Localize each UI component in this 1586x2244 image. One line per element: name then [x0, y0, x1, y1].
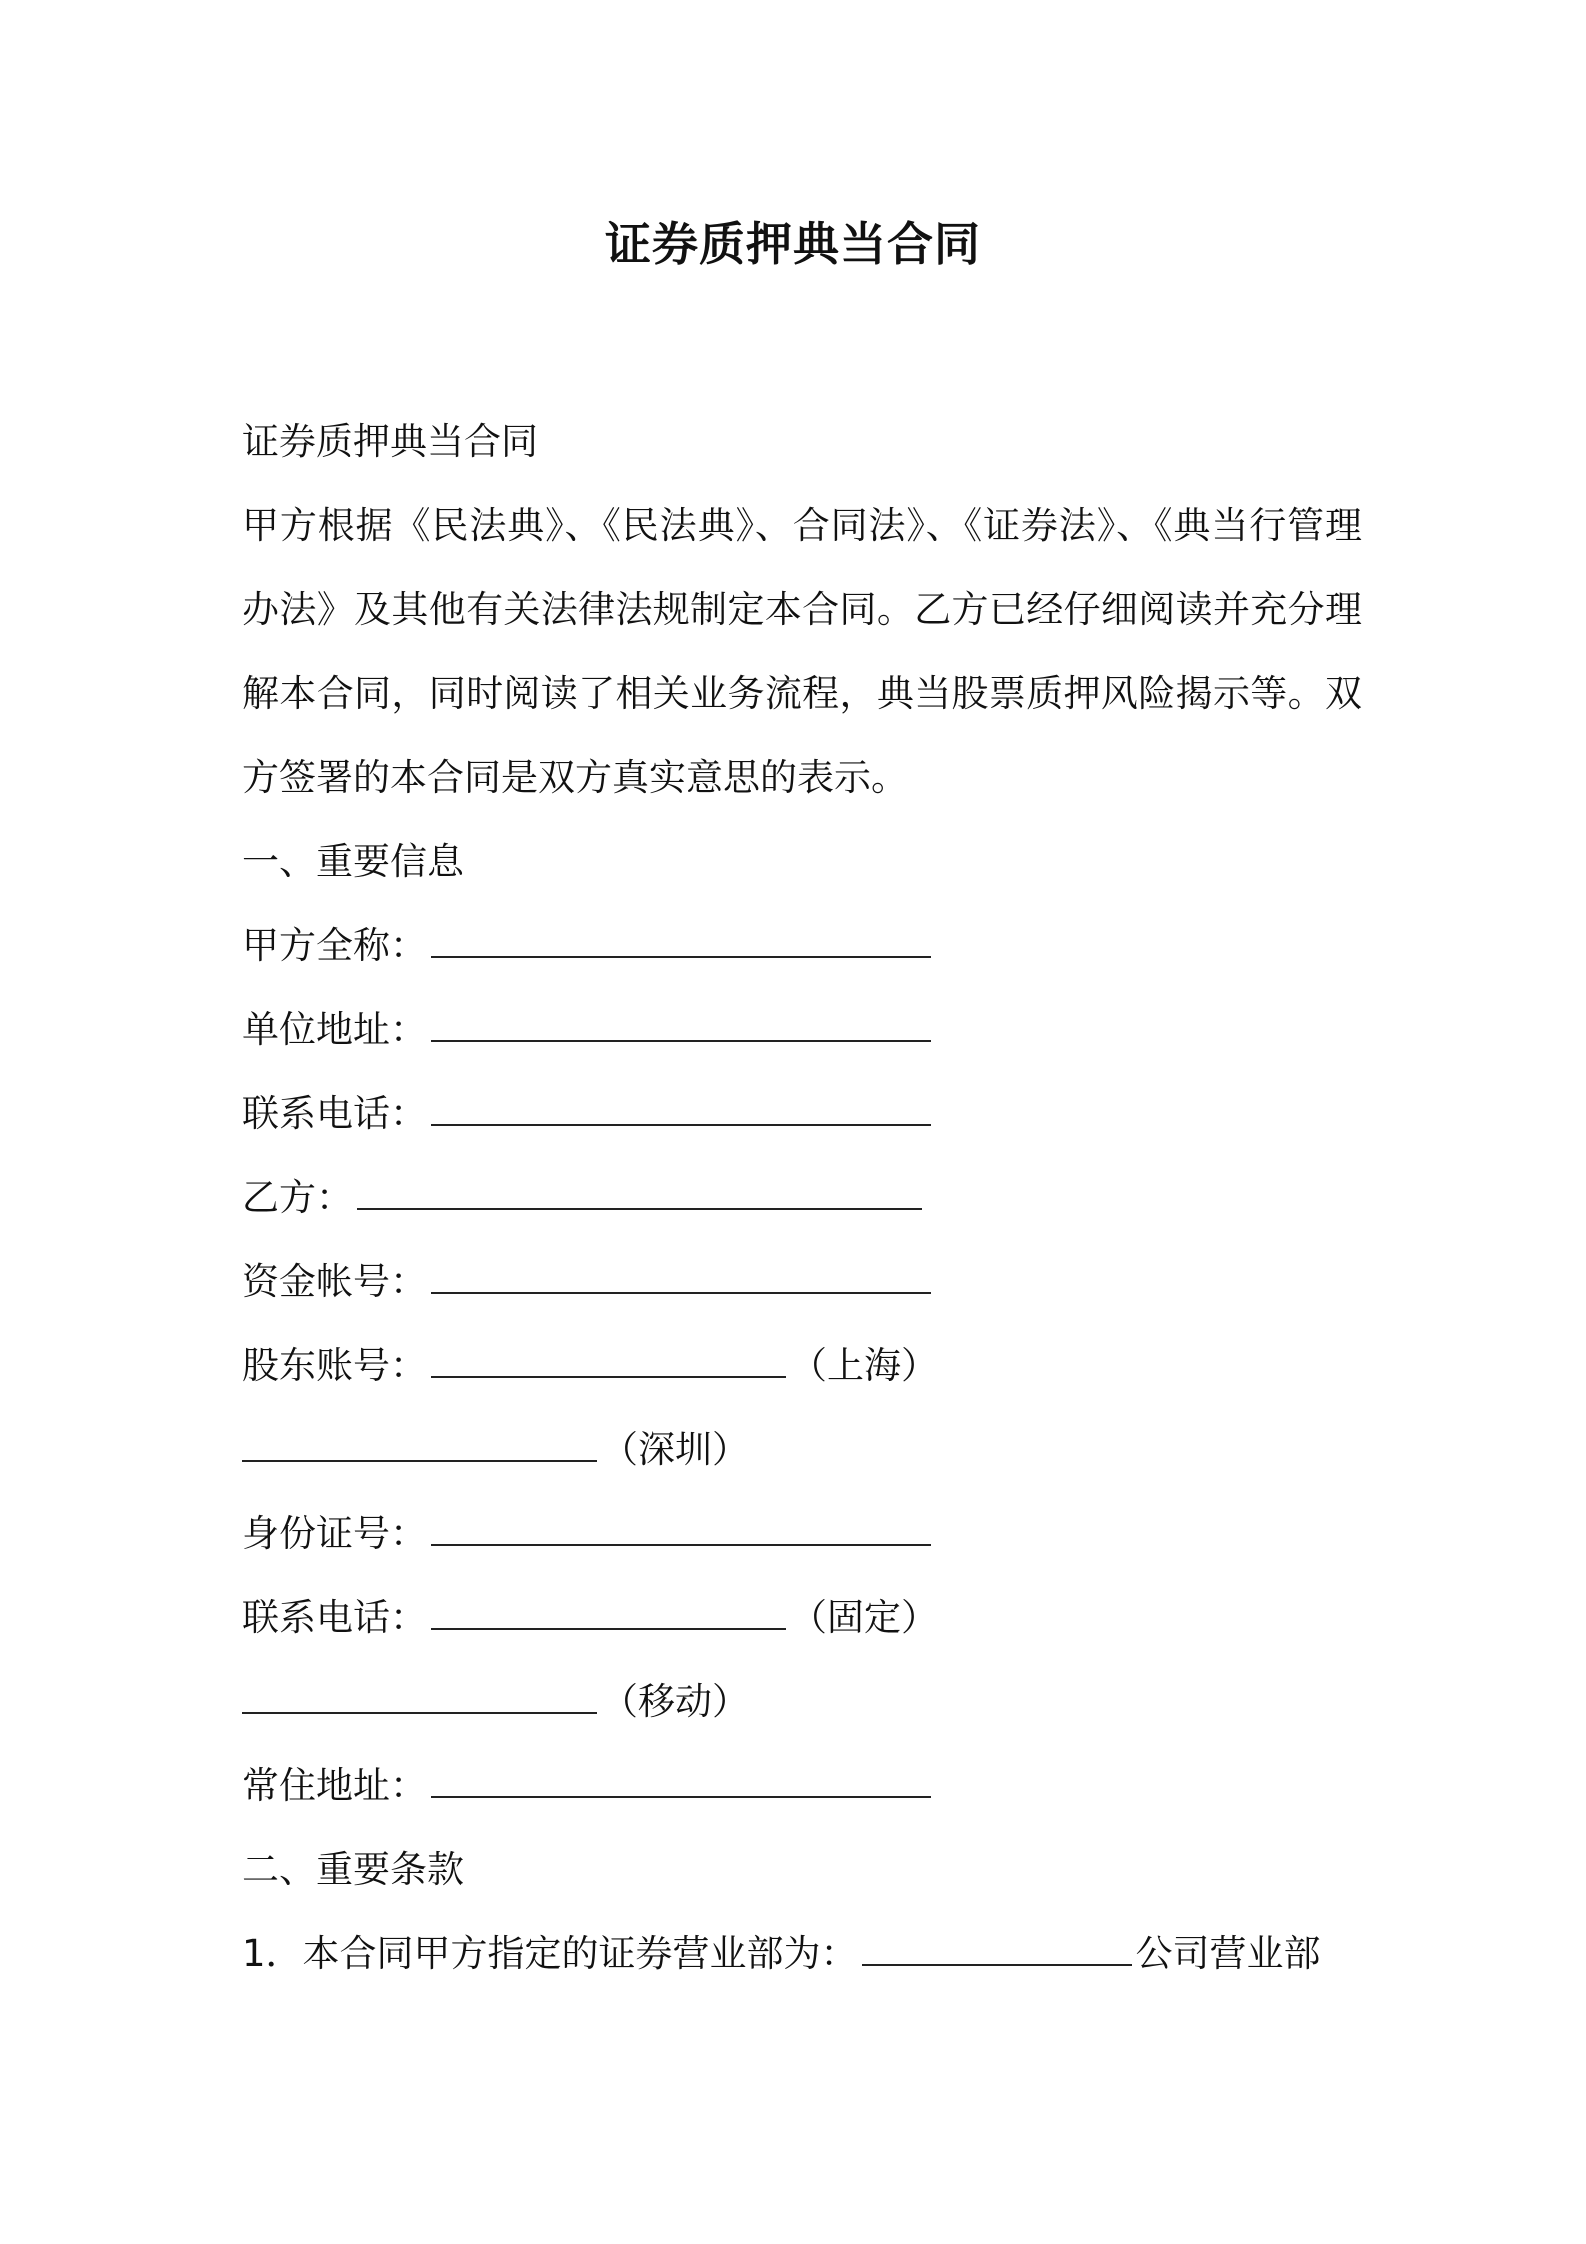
residence-address-blank[interactable]: [431, 1752, 931, 1798]
shenzhen-account-blank[interactable]: [242, 1416, 597, 1462]
clause-1-suffix: 公司营业部: [1135, 1932, 1321, 1975]
clause-1: [242, 1912, 1362, 1996]
field-contact-phone-a: [242, 1072, 1362, 1156]
field-party-a-name: [242, 904, 1362, 988]
party-a-name-blank[interactable]: [431, 912, 931, 958]
field-label: 身份证号：: [242, 1512, 427, 1555]
field-contact-phone-b: [242, 1576, 1362, 1660]
unit-address-blank[interactable]: [431, 996, 931, 1042]
landline-suffix: （固定）: [790, 1596, 938, 1639]
field-label: 单位地址：: [242, 1008, 427, 1051]
shanghai-account-blank[interactable]: [431, 1332, 786, 1378]
section-heading-important-clauses: 二、重要条款: [242, 1848, 464, 1891]
document-subtitle: 证券质押典当合同: [242, 420, 538, 463]
document-title: 证券质押典当合同: [605, 217, 981, 271]
document-body: [242, 400, 1362, 1996]
field-shareholder-account: [242, 1324, 1362, 1408]
party-b-blank[interactable]: [357, 1164, 922, 1210]
field-unit-address: [242, 988, 1362, 1072]
landline-blank[interactable]: [431, 1584, 786, 1630]
field-label: 常住地址：: [242, 1764, 427, 1807]
section-heading-important-info: 一、重要信息: [242, 840, 464, 883]
mobile-suffix: （移动）: [601, 1680, 749, 1723]
field-label: 甲方全称：: [242, 924, 427, 967]
fund-account-blank[interactable]: [431, 1248, 931, 1294]
field-residence-address: [242, 1744, 1362, 1828]
field-label: 资金帐号：: [242, 1260, 427, 1303]
preamble-paragraph: 甲方根据《民法典》、《民法典》、合同法》、《证券法》、《典当行管理办法》及其他有关法律法规制定本合同。乙方已经仔细阅读并充分理解本合同，同时阅读了相关业务流程，典当股票质押风险揭示等。双方签署的本合同是双方真实意思的表示。: [242, 504, 1362, 799]
field-label: 股东账号：: [242, 1344, 427, 1387]
shenzhen-suffix: （深圳）: [601, 1428, 749, 1471]
field-label: 联系电话：: [242, 1596, 427, 1639]
securities-branch-blank[interactable]: [862, 1920, 1132, 1966]
clause-1-prefix: 1．本合同甲方指定的证券营业部为：: [242, 1932, 858, 1975]
field-mobile: [242, 1660, 1362, 1744]
shanghai-suffix: （上海）: [790, 1344, 938, 1387]
mobile-blank[interactable]: [242, 1668, 597, 1714]
field-fund-account: [242, 1240, 1362, 1324]
id-number-blank[interactable]: [431, 1500, 931, 1546]
contact-phone-a-blank[interactable]: [431, 1080, 931, 1126]
field-shenzhen-account: [242, 1408, 1362, 1492]
field-id-number: [242, 1492, 1362, 1576]
field-party-b: [242, 1156, 1362, 1240]
field-label: 乙方：: [242, 1176, 353, 1219]
field-label: 联系电话：: [242, 1092, 427, 1135]
